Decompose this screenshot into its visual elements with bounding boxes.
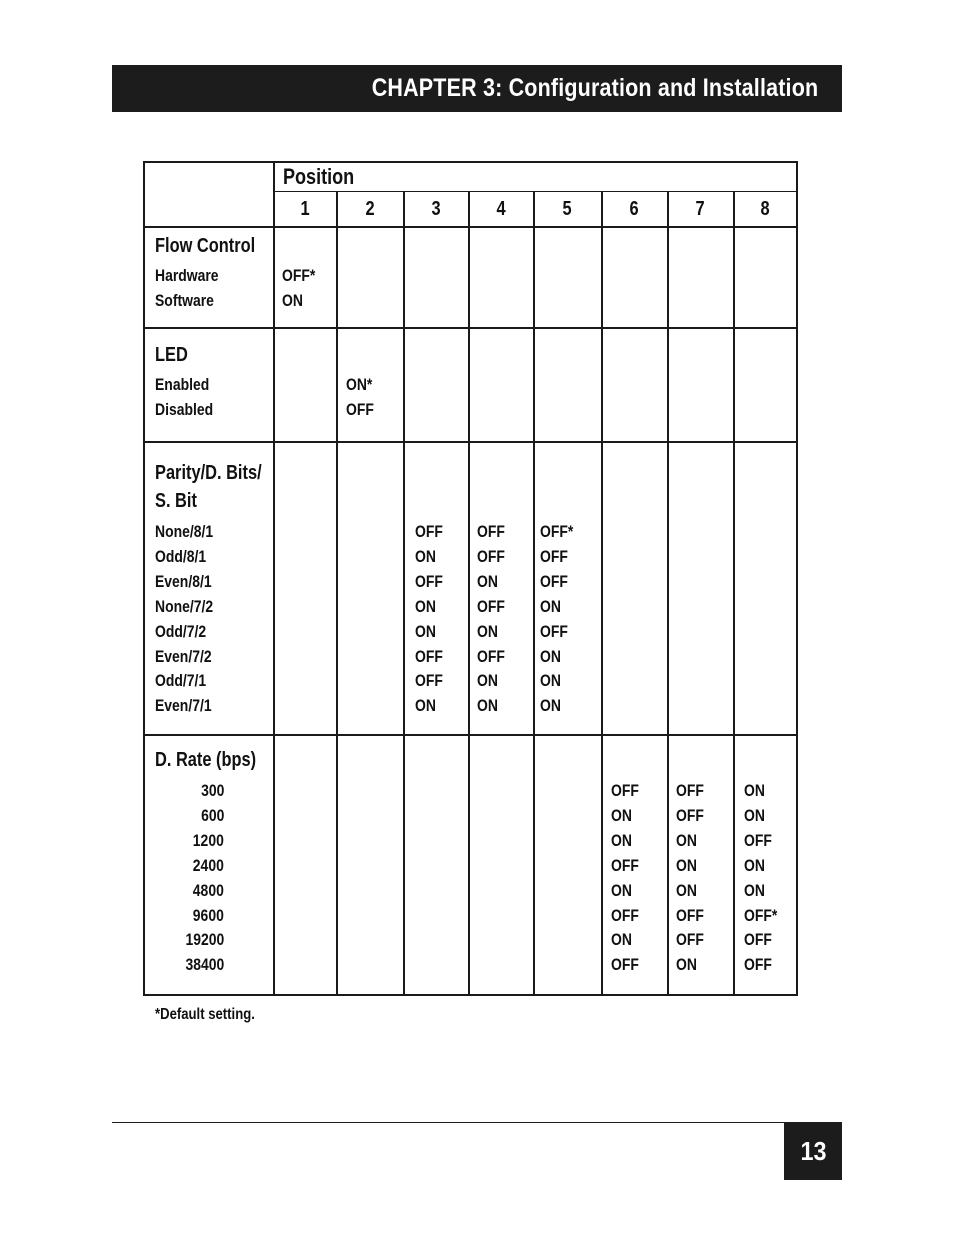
setting-value: OFF* xyxy=(282,266,316,285)
setting-value: ON xyxy=(477,621,498,641)
position-header-rule xyxy=(273,191,796,192)
setting-value: ON xyxy=(415,596,436,616)
section-divider xyxy=(143,734,797,736)
setting-value: OFF xyxy=(676,930,704,950)
setting-value: ON xyxy=(477,696,498,716)
footer-rule xyxy=(112,1122,784,1123)
setting-value: ON xyxy=(611,830,632,850)
section-title: Flow Control xyxy=(155,235,256,257)
row-label: 19200 xyxy=(185,930,224,950)
column-divider xyxy=(533,191,535,996)
setting-value: OFF xyxy=(676,905,704,925)
setting-value: ON xyxy=(676,830,697,850)
setting-value: OFF xyxy=(611,781,639,800)
setting-value: OFF xyxy=(744,830,772,850)
table-border-left xyxy=(143,161,145,996)
setting-value: OFF xyxy=(346,399,374,419)
setting-value: ON xyxy=(676,955,697,975)
row-label: Odd/7/2 xyxy=(155,621,207,641)
header-bottom-rule xyxy=(143,226,797,228)
default-setting-footnote: *Default setting. xyxy=(155,1006,255,1023)
column-divider xyxy=(601,191,603,995)
position-number-4: 4 xyxy=(495,198,506,220)
section-divider xyxy=(143,327,797,329)
position-number-8: 8 xyxy=(759,198,770,220)
row-label: None/8/1 xyxy=(155,522,214,541)
setting-value: OFF xyxy=(415,671,443,691)
row-label: 38400 xyxy=(185,955,224,975)
setting-value: OFF xyxy=(744,930,772,950)
row-label: Odd/7/1 xyxy=(155,671,207,691)
setting-value: OFF xyxy=(477,596,505,616)
setting-value: ON xyxy=(540,696,561,716)
setting-value: OFF xyxy=(611,955,639,975)
setting-value: OFF xyxy=(676,781,704,800)
row-label: 9600 xyxy=(192,905,224,925)
section-divider xyxy=(143,994,797,996)
setting-value: ON xyxy=(676,880,697,900)
row-label: 1200 xyxy=(192,830,224,850)
section-title: D. Rate (bps) xyxy=(155,749,257,771)
setting-value: ON xyxy=(415,621,436,641)
setting-value: OFF xyxy=(744,955,772,975)
setting-value: ON xyxy=(540,596,561,616)
setting-value: OFF xyxy=(477,646,505,666)
position-number-1: 1 xyxy=(299,198,310,220)
setting-value: OFF xyxy=(611,905,639,925)
column-divider xyxy=(273,161,275,995)
setting-value: ON xyxy=(744,781,765,800)
row-label: 300 xyxy=(200,781,224,800)
setting-value: ON xyxy=(415,696,436,716)
setting-value: OFF xyxy=(477,546,505,566)
section-divider xyxy=(143,441,797,443)
row-label: None/7/2 xyxy=(155,596,214,616)
row-label: Even/8/1 xyxy=(155,571,212,591)
section-title: Parity/D. Bits/ xyxy=(155,462,262,484)
column-divider xyxy=(336,191,338,996)
position-number-5: 5 xyxy=(562,198,572,220)
row-label: Disabled xyxy=(155,399,214,419)
row-label: Hardware xyxy=(155,266,219,285)
section-title: LED xyxy=(155,344,188,366)
setting-value: ON xyxy=(744,805,765,825)
chapter-title: CHAPTER 3: Configuration and Installation xyxy=(371,74,818,102)
setting-value: ON xyxy=(611,930,632,950)
setting-value: OFF xyxy=(477,522,505,541)
setting-value: ON xyxy=(611,805,632,825)
row-label: 600 xyxy=(200,805,224,825)
setting-value: OFF* xyxy=(540,522,574,541)
row-label: Even/7/2 xyxy=(155,646,212,666)
setting-value: ON xyxy=(282,290,303,310)
setting-value: ON xyxy=(540,646,561,666)
setting-value: OFF xyxy=(415,646,443,666)
setting-value: OFF xyxy=(611,855,639,875)
setting-value: OFF xyxy=(415,571,443,591)
setting-value: ON xyxy=(415,546,436,566)
setting-value: OFF xyxy=(540,546,568,566)
setting-value: OFF xyxy=(540,621,568,641)
setting-value: ON xyxy=(744,880,765,900)
setting-value: ON xyxy=(611,880,632,900)
column-divider xyxy=(403,191,405,996)
setting-value: OFF* xyxy=(744,905,778,925)
setting-value: ON xyxy=(540,671,561,691)
row-label: Software xyxy=(155,290,214,310)
setting-value: OFF xyxy=(676,805,704,825)
section-title-line2: S. Bit xyxy=(155,490,197,512)
row-label: 4800 xyxy=(192,880,224,900)
table-border-right xyxy=(796,161,798,996)
row-label: 2400 xyxy=(192,855,224,875)
setting-value: ON xyxy=(477,571,498,591)
column-divider xyxy=(733,191,735,995)
page-number-box xyxy=(784,1122,842,1180)
setting-value: OFF xyxy=(540,571,568,591)
position-number-6: 6 xyxy=(629,198,639,220)
position-label: Position xyxy=(283,164,355,189)
position-number-2: 2 xyxy=(364,198,375,220)
setting-value: ON* xyxy=(346,375,373,394)
setting-value: OFF xyxy=(415,522,443,541)
column-divider xyxy=(468,191,470,996)
page-number: 13 xyxy=(799,1135,827,1166)
row-label: Odd/8/1 xyxy=(155,546,207,566)
position-number-3: 3 xyxy=(430,198,441,220)
position-number-7: 7 xyxy=(695,198,705,220)
row-label: Enabled xyxy=(155,375,210,394)
column-divider xyxy=(667,191,669,996)
row-label: Even/7/1 xyxy=(155,696,212,716)
table-border-top xyxy=(143,161,797,163)
setting-value: ON xyxy=(744,855,765,875)
setting-value: ON xyxy=(676,855,697,875)
setting-value: ON xyxy=(477,671,498,691)
